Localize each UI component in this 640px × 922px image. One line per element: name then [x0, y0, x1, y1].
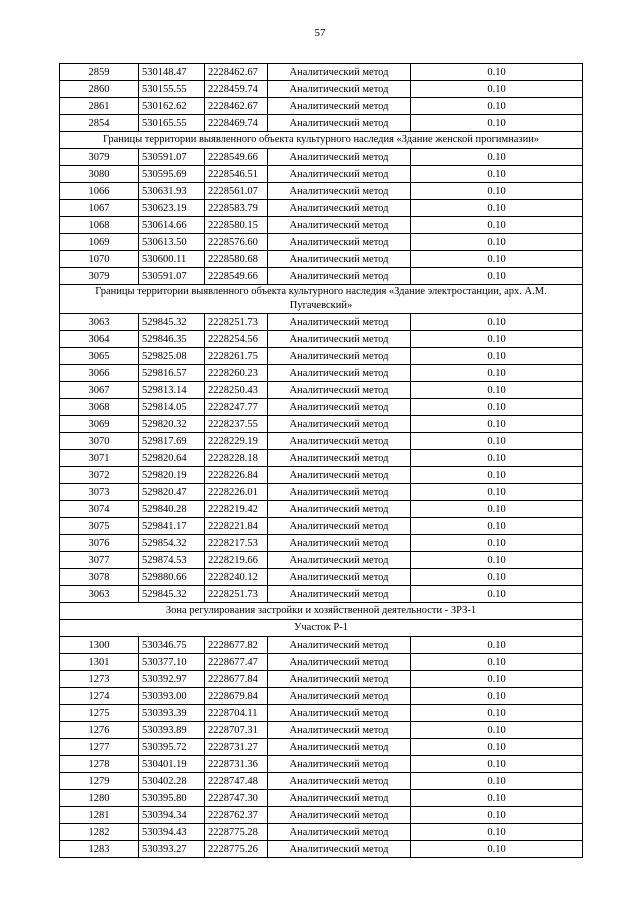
- point-number-cell: 3077: [60, 552, 139, 569]
- table-row: [60, 348, 583, 365]
- x-coordinate-cell: 529820.47: [139, 484, 205, 501]
- precision-cell: 0.10: [411, 450, 583, 467]
- method-cell: Аналитический метод: [268, 807, 411, 824]
- table-row: [60, 654, 583, 671]
- precision-cell: 0.10: [411, 314, 583, 331]
- x-coordinate-cell: 529845.32: [139, 314, 205, 331]
- method-cell: Аналитический метод: [268, 467, 411, 484]
- x-coordinate-cell: 530631.93: [139, 183, 205, 200]
- y-coordinate-cell: 2228247.77: [205, 399, 268, 416]
- y-coordinate-cell: 2228254.56: [205, 331, 268, 348]
- method-cell: Аналитический метод: [268, 790, 411, 807]
- section-heading: Участок Р-1: [60, 620, 583, 637]
- point-number-cell: 3066: [60, 365, 139, 382]
- x-coordinate-cell: 530346.75: [139, 637, 205, 654]
- precision-cell: 0.10: [411, 841, 583, 858]
- point-number-cell: 1280: [60, 790, 139, 807]
- y-coordinate-cell: 2228462.67: [205, 98, 268, 115]
- point-number-cell: 3064: [60, 331, 139, 348]
- y-coordinate-cell: 2228251.73: [205, 314, 268, 331]
- method-cell: Аналитический метод: [268, 365, 411, 382]
- method-cell: Аналитический метод: [268, 251, 411, 268]
- y-coordinate-cell: 2228677.82: [205, 637, 268, 654]
- precision-cell: 0.10: [411, 217, 583, 234]
- point-number-cell: 3075: [60, 518, 139, 535]
- x-coordinate-cell: 530162.62: [139, 98, 205, 115]
- precision-cell: 0.10: [411, 688, 583, 705]
- x-coordinate-cell: 530613.50: [139, 234, 205, 251]
- y-coordinate-cell: 2228226.84: [205, 467, 268, 484]
- y-coordinate-cell: 2228260.23: [205, 365, 268, 382]
- y-coordinate-cell: 2228747.30: [205, 790, 268, 807]
- precision-cell: 0.10: [411, 671, 583, 688]
- point-number-cell: 3065: [60, 348, 139, 365]
- table-row: [60, 671, 583, 688]
- point-number-cell: 1283: [60, 841, 139, 858]
- y-coordinate-cell: 2228583.79: [205, 200, 268, 217]
- method-cell: Аналитический метод: [268, 552, 411, 569]
- method-cell: Аналитический метод: [268, 81, 411, 98]
- point-number-cell: 3063: [60, 586, 139, 603]
- precision-cell: 0.10: [411, 790, 583, 807]
- point-number-cell: 2859: [60, 64, 139, 81]
- x-coordinate-cell: 530394.34: [139, 807, 205, 824]
- table-row: [60, 183, 583, 200]
- x-coordinate-cell: 530165.55: [139, 115, 205, 132]
- y-coordinate-cell: 2228679.84: [205, 688, 268, 705]
- precision-cell: 0.10: [411, 569, 583, 586]
- y-coordinate-cell: 2228219.42: [205, 501, 268, 518]
- table-row: [60, 382, 583, 399]
- method-cell: Аналитический метод: [268, 268, 411, 285]
- point-number-cell: 1274: [60, 688, 139, 705]
- point-number-cell: 1275: [60, 705, 139, 722]
- y-coordinate-cell: 2228219.66: [205, 552, 268, 569]
- y-coordinate-cell: 2228731.36: [205, 756, 268, 773]
- precision-cell: 0.10: [411, 166, 583, 183]
- table-row: [60, 569, 583, 586]
- method-cell: Аналитический метод: [268, 569, 411, 586]
- table-row: [60, 365, 583, 382]
- method-cell: Аналитический метод: [268, 671, 411, 688]
- y-coordinate-cell: 2228561.07: [205, 183, 268, 200]
- table-row: [60, 756, 583, 773]
- method-cell: Аналитический метод: [268, 705, 411, 722]
- precision-cell: 0.10: [411, 654, 583, 671]
- table-row: [60, 586, 583, 603]
- method-cell: Аналитический метод: [268, 149, 411, 166]
- method-cell: Аналитический метод: [268, 98, 411, 115]
- y-coordinate-cell: 2228459.74: [205, 81, 268, 98]
- y-coordinate-cell: 2228677.84: [205, 671, 268, 688]
- x-coordinate-cell: 530614.66: [139, 217, 205, 234]
- y-coordinate-cell: 2228221.84: [205, 518, 268, 535]
- precision-cell: 0.10: [411, 382, 583, 399]
- table-row: [60, 314, 583, 331]
- x-coordinate-cell: 529874.53: [139, 552, 205, 569]
- method-cell: Аналитический метод: [268, 756, 411, 773]
- point-number-cell: 1276: [60, 722, 139, 739]
- x-coordinate-cell: 529817.69: [139, 433, 205, 450]
- precision-cell: 0.10: [411, 251, 583, 268]
- x-coordinate-cell: 529841.17: [139, 518, 205, 535]
- precision-cell: 0.10: [411, 149, 583, 166]
- method-cell: Аналитический метод: [268, 234, 411, 251]
- x-coordinate-cell: 530148.47: [139, 64, 205, 81]
- precision-cell: 0.10: [411, 183, 583, 200]
- table-row: [60, 739, 583, 756]
- precision-cell: 0.10: [411, 637, 583, 654]
- point-number-cell: 2861: [60, 98, 139, 115]
- y-coordinate-cell: 2228251.73: [205, 586, 268, 603]
- table-row: [60, 552, 583, 569]
- precision-cell: 0.10: [411, 484, 583, 501]
- point-number-cell: 1069: [60, 234, 139, 251]
- table-row: [60, 484, 583, 501]
- x-coordinate-cell: 530392.97: [139, 671, 205, 688]
- method-cell: Аналитический метод: [268, 637, 411, 654]
- table-row: [60, 824, 583, 841]
- table-row: [60, 81, 583, 98]
- y-coordinate-cell: 2228747.48: [205, 773, 268, 790]
- precision-cell: 0.10: [411, 773, 583, 790]
- point-number-cell: 2860: [60, 81, 139, 98]
- point-number-cell: 3073: [60, 484, 139, 501]
- point-number-cell: 2854: [60, 115, 139, 132]
- x-coordinate-cell: 529820.19: [139, 467, 205, 484]
- point-number-cell: 1300: [60, 637, 139, 654]
- point-number-cell: 1066: [60, 183, 139, 200]
- x-coordinate-cell: 529820.64: [139, 450, 205, 467]
- y-coordinate-cell: 2228462.67: [205, 64, 268, 81]
- point-number-cell: 3076: [60, 535, 139, 552]
- point-number-cell: 1273: [60, 671, 139, 688]
- point-number-cell: 3074: [60, 501, 139, 518]
- table-row: [60, 149, 583, 166]
- method-cell: Аналитический метод: [268, 841, 411, 858]
- precision-cell: 0.10: [411, 331, 583, 348]
- method-cell: Аналитический метод: [268, 416, 411, 433]
- x-coordinate-cell: 530600.11: [139, 251, 205, 268]
- y-coordinate-cell: 2228576.60: [205, 234, 268, 251]
- y-coordinate-cell: 2228549.66: [205, 149, 268, 166]
- point-number-cell: 1281: [60, 807, 139, 824]
- method-cell: Аналитический метод: [268, 183, 411, 200]
- y-coordinate-cell: 2228250.43: [205, 382, 268, 399]
- x-coordinate-cell: 529813.14: [139, 382, 205, 399]
- page-number: 57: [314, 27, 326, 39]
- method-cell: Аналитический метод: [268, 331, 411, 348]
- precision-cell: 0.10: [411, 739, 583, 756]
- x-coordinate-cell: 530623.19: [139, 200, 205, 217]
- section-heading-row: [60, 603, 583, 620]
- method-cell: Аналитический метод: [268, 654, 411, 671]
- coordinates-table-body: [60, 64, 583, 858]
- method-cell: Аналитический метод: [268, 166, 411, 183]
- point-number-cell: 1070: [60, 251, 139, 268]
- x-coordinate-cell: 530377.10: [139, 654, 205, 671]
- x-coordinate-cell: 530393.27: [139, 841, 205, 858]
- section-heading: Зона регулирования застройки и хозяйственной деятельности - ЗРЗ-1: [60, 603, 583, 620]
- precision-cell: 0.10: [411, 535, 583, 552]
- precision-cell: 0.10: [411, 115, 583, 132]
- table-row: [60, 807, 583, 824]
- method-cell: Аналитический метод: [268, 824, 411, 841]
- x-coordinate-cell: 530595.69: [139, 166, 205, 183]
- precision-cell: 0.10: [411, 824, 583, 841]
- y-coordinate-cell: 2228546.51: [205, 166, 268, 183]
- table-row: [60, 467, 583, 484]
- table-row: [60, 501, 583, 518]
- method-cell: Аналитический метод: [268, 586, 411, 603]
- table-row: [60, 841, 583, 858]
- method-cell: Аналитический метод: [268, 535, 411, 552]
- y-coordinate-cell: 2228775.26: [205, 841, 268, 858]
- table-row: [60, 637, 583, 654]
- method-cell: Аналитический метод: [268, 501, 411, 518]
- method-cell: Аналитический метод: [268, 450, 411, 467]
- method-cell: Аналитический метод: [268, 739, 411, 756]
- precision-cell: 0.10: [411, 501, 583, 518]
- y-coordinate-cell: 2228580.15: [205, 217, 268, 234]
- method-cell: Аналитический метод: [268, 399, 411, 416]
- x-coordinate-cell: 529816.57: [139, 365, 205, 382]
- table-row: [60, 200, 583, 217]
- point-number-cell: 1282: [60, 824, 139, 841]
- table-row: [60, 535, 583, 552]
- point-number-cell: 3067: [60, 382, 139, 399]
- precision-cell: 0.10: [411, 200, 583, 217]
- point-number-cell: 3078: [60, 569, 139, 586]
- table-row: [60, 217, 583, 234]
- x-coordinate-cell: 529845.32: [139, 586, 205, 603]
- table-row: [60, 98, 583, 115]
- precision-cell: 0.10: [411, 348, 583, 365]
- precision-cell: 0.10: [411, 705, 583, 722]
- table-row: [60, 790, 583, 807]
- x-coordinate-cell: 530155.55: [139, 81, 205, 98]
- y-coordinate-cell: 2228469.74: [205, 115, 268, 132]
- y-coordinate-cell: 2228229.19: [205, 433, 268, 450]
- method-cell: Аналитический метод: [268, 382, 411, 399]
- point-number-cell: 1301: [60, 654, 139, 671]
- precision-cell: 0.10: [411, 64, 583, 81]
- section-heading-row: [60, 132, 583, 149]
- point-number-cell: 1278: [60, 756, 139, 773]
- precision-cell: 0.10: [411, 552, 583, 569]
- method-cell: Аналитический метод: [268, 688, 411, 705]
- x-coordinate-cell: 530591.07: [139, 268, 205, 285]
- x-coordinate-cell: 529825.08: [139, 348, 205, 365]
- x-coordinate-cell: 530591.07: [139, 149, 205, 166]
- point-number-cell: 3080: [60, 166, 139, 183]
- precision-cell: 0.10: [411, 467, 583, 484]
- point-number-cell: 3071: [60, 450, 139, 467]
- precision-cell: 0.10: [411, 98, 583, 115]
- method-cell: Аналитический метод: [268, 773, 411, 790]
- method-cell: Аналитический метод: [268, 64, 411, 81]
- method-cell: Аналитический метод: [268, 433, 411, 450]
- point-number-cell: 3072: [60, 467, 139, 484]
- precision-cell: 0.10: [411, 756, 583, 773]
- point-number-cell: 3079: [60, 268, 139, 285]
- x-coordinate-cell: 530401.19: [139, 756, 205, 773]
- table-row: [60, 234, 583, 251]
- x-coordinate-cell: 530395.80: [139, 790, 205, 807]
- x-coordinate-cell: 530395.72: [139, 739, 205, 756]
- x-coordinate-cell: 530394.43: [139, 824, 205, 841]
- x-coordinate-cell: 529840.28: [139, 501, 205, 518]
- x-coordinate-cell: 530402.28: [139, 773, 205, 790]
- precision-cell: 0.10: [411, 586, 583, 603]
- table-row: [60, 115, 583, 132]
- table-row: [60, 518, 583, 535]
- y-coordinate-cell: 2228226.01: [205, 484, 268, 501]
- x-coordinate-cell: 530393.39: [139, 705, 205, 722]
- precision-cell: 0.10: [411, 365, 583, 382]
- table-row: [60, 268, 583, 285]
- precision-cell: 0.10: [411, 722, 583, 739]
- point-number-cell: 3068: [60, 399, 139, 416]
- x-coordinate-cell: 529880.66: [139, 569, 205, 586]
- y-coordinate-cell: 2228677.47: [205, 654, 268, 671]
- section-heading-row: [60, 285, 583, 314]
- x-coordinate-cell: 529814.05: [139, 399, 205, 416]
- method-cell: Аналитический метод: [268, 348, 411, 365]
- table-row: [60, 166, 583, 183]
- coordinates-table: [59, 63, 583, 858]
- table-row: [60, 705, 583, 722]
- table-row: [60, 688, 583, 705]
- y-coordinate-cell: 2228707.31: [205, 722, 268, 739]
- section-heading-row: [60, 620, 583, 637]
- x-coordinate-cell: 530393.00: [139, 688, 205, 705]
- point-number-cell: 3079: [60, 149, 139, 166]
- y-coordinate-cell: 2228261.75: [205, 348, 268, 365]
- y-coordinate-cell: 2228237.55: [205, 416, 268, 433]
- x-coordinate-cell: 529820.32: [139, 416, 205, 433]
- table-row: [60, 331, 583, 348]
- point-number-cell: 1068: [60, 217, 139, 234]
- x-coordinate-cell: 529854.32: [139, 535, 205, 552]
- section-heading: Границы территории выявленного объекта культурного наследия «Здание электростанции, арх. А.М. Пугачевский»: [60, 285, 583, 314]
- precision-cell: 0.10: [411, 807, 583, 824]
- y-coordinate-cell: 2228762.37: [205, 807, 268, 824]
- table-row: [60, 433, 583, 450]
- precision-cell: 0.10: [411, 234, 583, 251]
- y-coordinate-cell: 2228228.18: [205, 450, 268, 467]
- y-coordinate-cell: 2228704.11: [205, 705, 268, 722]
- table-row: [60, 399, 583, 416]
- method-cell: Аналитический метод: [268, 484, 411, 501]
- point-number-cell: 3069: [60, 416, 139, 433]
- table-row: [60, 64, 583, 81]
- y-coordinate-cell: 2228240.12: [205, 569, 268, 586]
- method-cell: Аналитический метод: [268, 115, 411, 132]
- precision-cell: 0.10: [411, 433, 583, 450]
- point-number-cell: 1277: [60, 739, 139, 756]
- precision-cell: 0.10: [411, 518, 583, 535]
- section-heading: Границы территории выявленного объекта культурного наследия «Здание женской прогимназии»: [60, 132, 583, 149]
- table-row: [60, 416, 583, 433]
- y-coordinate-cell: 2228731.27: [205, 739, 268, 756]
- x-coordinate-cell: 529846.35: [139, 331, 205, 348]
- precision-cell: 0.10: [411, 81, 583, 98]
- point-number-cell: 1067: [60, 200, 139, 217]
- table-row: [60, 251, 583, 268]
- method-cell: Аналитический метод: [268, 518, 411, 535]
- table-row: [60, 773, 583, 790]
- method-cell: Аналитический метод: [268, 314, 411, 331]
- precision-cell: 0.10: [411, 268, 583, 285]
- point-number-cell: 1279: [60, 773, 139, 790]
- point-number-cell: 3063: [60, 314, 139, 331]
- table-row: [60, 450, 583, 467]
- table-row: [60, 722, 583, 739]
- x-coordinate-cell: 530393.89: [139, 722, 205, 739]
- method-cell: Аналитический метод: [268, 200, 411, 217]
- method-cell: Аналитический метод: [268, 722, 411, 739]
- y-coordinate-cell: 2228549.66: [205, 268, 268, 285]
- y-coordinate-cell: 2228217.53: [205, 535, 268, 552]
- precision-cell: 0.10: [411, 416, 583, 433]
- y-coordinate-cell: 2228580.68: [205, 251, 268, 268]
- method-cell: Аналитический метод: [268, 217, 411, 234]
- y-coordinate-cell: 2228775.28: [205, 824, 268, 841]
- precision-cell: 0.10: [411, 399, 583, 416]
- point-number-cell: 3070: [60, 433, 139, 450]
